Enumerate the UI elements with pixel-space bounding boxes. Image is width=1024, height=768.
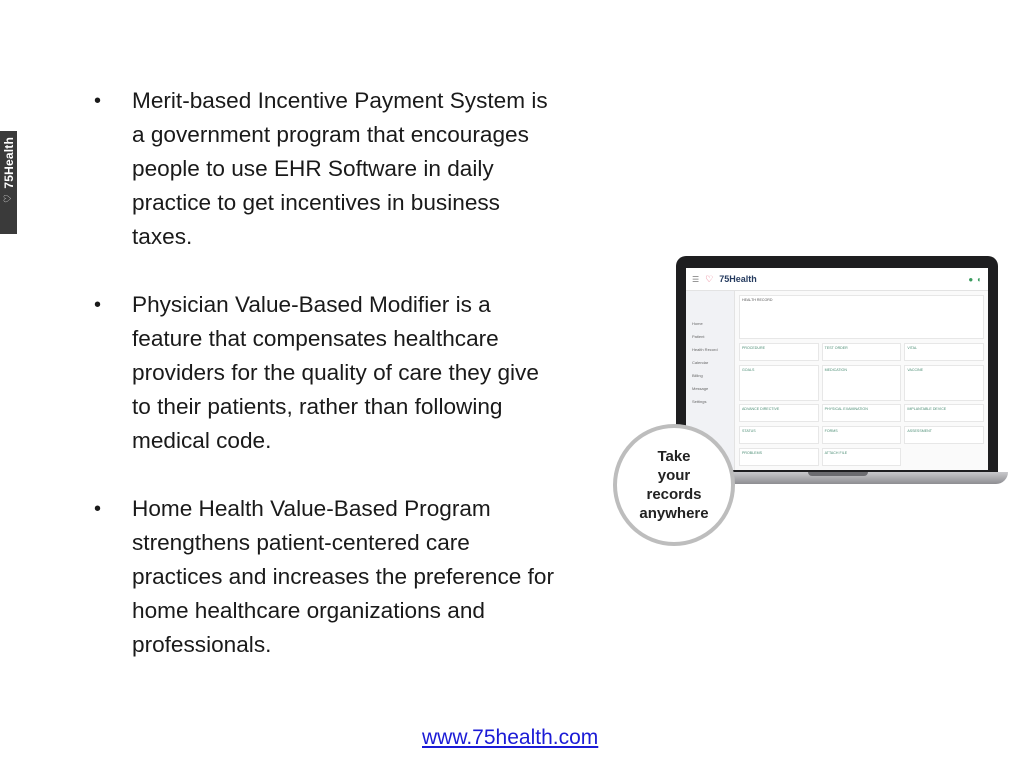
laptop-screen-frame (676, 256, 998, 474)
nav-item: Billing (692, 373, 703, 378)
app-card: ASSESSMENT (904, 426, 984, 444)
bullet-icon: • (94, 90, 102, 112)
badge-line: your (657, 467, 691, 484)
badge-line: anywhere (639, 505, 709, 522)
app-card: GOALS (739, 365, 819, 401)
app-card: VITAL (904, 343, 984, 361)
bullet-text: Merit-based Incentive Payment System is a government program that encourages people to use EHR Software in daily practice to get incentives in business taxes. (132, 88, 548, 249)
app-card: HEALTH RECORD (739, 295, 984, 339)
app-card: IMPLANTABLE DEVICE (904, 404, 984, 422)
app-card: TEST ORDER (822, 343, 902, 361)
laptop-screen (686, 268, 988, 470)
bell-icon: ● (968, 274, 974, 284)
app-card: FORMS (822, 426, 902, 444)
badge-line: records (646, 486, 702, 503)
bullet-text: Physician Value-Based Modifier is a feature that compensates healthcare providers for the quality of care they give to their patients, rather than following medical code. (132, 292, 539, 453)
nav-item: Home (692, 321, 703, 326)
badge-line: Take (657, 448, 691, 465)
app-body (686, 291, 988, 470)
nav-item: Calendar (692, 360, 709, 365)
nav-item: Settings (692, 399, 707, 404)
side-brand-label: 75Health (1, 137, 16, 189)
app-card: MEDICATION (822, 365, 902, 401)
bullet-item (92, 288, 562, 458)
side-brand-tab (0, 131, 17, 234)
laptop-notch (808, 472, 868, 476)
bullet-icon: • (94, 498, 102, 520)
app-card: ADVANCE DIRECTIVE (739, 404, 819, 422)
bullet-item (92, 84, 562, 254)
bullet-item (92, 492, 562, 662)
bullet-text: Home Health Value-Based Program strengthens patient-centered care practices and increases the preference for home healthcare organizations and professionals. (132, 496, 554, 657)
nav-item: Message (692, 386, 709, 391)
app-card: PROCEDURE (739, 343, 819, 361)
app-content (735, 291, 988, 470)
app-card: VACCINE (904, 365, 984, 401)
app-header (686, 268, 988, 291)
app-card: PROBLEMS (739, 448, 819, 466)
app-logo: 75Health (719, 274, 757, 284)
website-link[interactable]: www.75health.com (422, 726, 599, 749)
menu-icon: ☰ (692, 274, 700, 284)
heart-logo-icon: ♡ (705, 273, 714, 284)
app-card: ATTACH FILE (822, 448, 902, 466)
nav-item: Health Record (692, 347, 718, 352)
header-icons (968, 275, 982, 284)
app-card: PHYSICAL EXAMINATION (822, 404, 902, 422)
nav-item: Patient (692, 334, 705, 339)
app-card: STATUS (739, 426, 819, 444)
take-records-badge (613, 424, 735, 546)
heart-logo-icon: ♡ (3, 193, 14, 203)
bullet-icon: • (94, 294, 102, 316)
bullet-list (92, 84, 562, 696)
user-icon: ◐ (977, 274, 982, 284)
